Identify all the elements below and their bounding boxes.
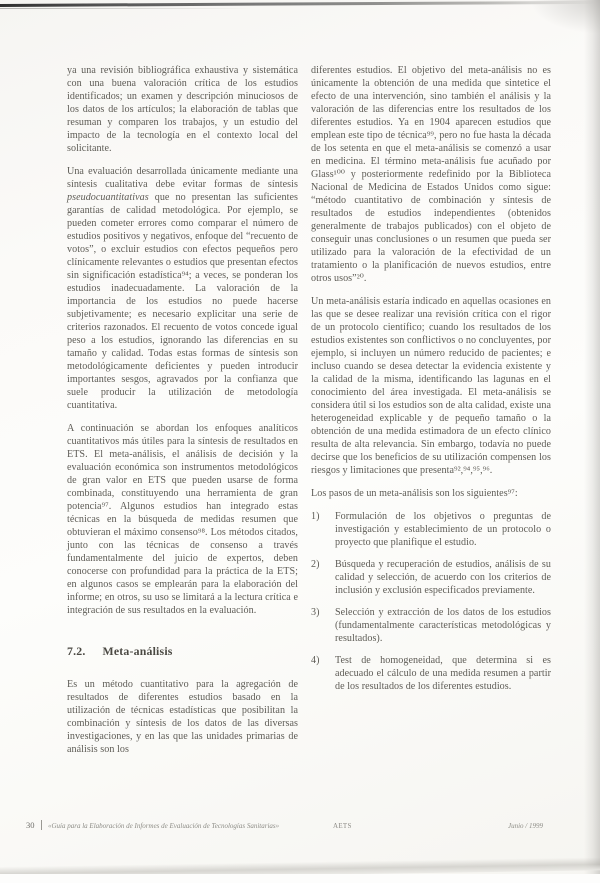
italic-term: pseudocuantitativas	[67, 192, 149, 203]
list-item	[311, 510, 551, 549]
list-item-number: 1)	[311, 511, 320, 522]
section-title: Meta-análisis	[102, 644, 173, 658]
list-item-number: 2)	[311, 559, 320, 570]
list-item	[311, 654, 551, 693]
list-item	[311, 606, 551, 645]
footer-document-title: «Guía para la Elaboración de Informes de Evaluación de Tecnologías Sanitarias»	[48, 822, 280, 830]
footer-divider	[41, 820, 42, 830]
list-item-text: Formulación de los objetivos o preguntas de investigación y establecimiento de un protocolo o proyecto que planifique el estudio.	[335, 511, 551, 548]
paragraph: diferentes estudios. El objetivo del meta-análisis no es únicamente la obtención de una medida que sintetice el efecto de una intervención, sino también el análisis y la valoración de las diferencias entre los resultados de los diferentes estudios. Ya en 1904 aparecen estudios que emplean este tipo de técnica⁹⁹, pero no fue hasta la década de los setenta en que el meta-análisis se comenzó a usar en medicina. El término meta-análisis fue acuñado por Glass¹⁰⁰ y posteriormente redefinido por la Biblioteca Nacional de Medicina de Estados Unidos como sigue: “método cuantitativo de combinación y síntesis de resultados de estudios independientes (obtenidos generalmente de trabajos publicados) con el objeto de conseguir unas conclusiones o un resumen que pueda ser utilizado para la valoración de la efectividad de un tratamiento o la planificación de nuevos estudios, entre otros usos”²⁰.	[311, 65, 551, 284]
list-item-number: 3)	[311, 607, 320, 618]
right-column	[311, 64, 551, 702]
steps-intro: Los pasos de un meta-análisis son los siguientes⁹⁷:	[311, 488, 518, 499]
list-item-number: 4)	[311, 655, 320, 666]
scan-corner-smudge	[530, 0, 600, 34]
meta-analysis-steps-list	[311, 510, 551, 693]
left-column	[67, 64, 298, 766]
paragraph: Un meta-análisis estaría indicado en aquellas ocasiones en las que se desee realizar una revisión crítica con el rigor de un protocolo científico; cuando los resultados de los estudios existentes son conflictivos o no concluyentes, por ejemplo, si incluyen un número reducido de pacientes; e incluso cuando se desea detectar la evidencia existente y la calidad de la misma, identificando las lagunas en el conocimiento del área investigada. El meta-análisis se considera útil si los estudios son de alta calidad, existe una heterogeneidad explicable y de pequeño tamaño o la obtención de una medida estimadora de un efecto clínico resulta de alta relevancia. Sin embargo, todavía no puede decirse que los beneficios de su utilización compensen los riesgos y limitaciones que presenta⁹²,⁹⁴,⁹⁵,⁹⁶.	[311, 296, 551, 476]
scan-right-edge-shadow	[584, 0, 600, 883]
list-item	[311, 558, 551, 597]
footer-organization: AETS	[333, 822, 352, 830]
scan-top-edge-faint-line	[0, 8, 252, 9]
scan-top-edge-line	[0, 1, 600, 7]
paragraph-text: Una evaluación desarrollada únicamente mediante una síntesis cualitativa debe evitar formas de síntesis	[67, 166, 298, 190]
list-item-text: Selección y extracción de los datos de los estudios (fundamentalmente características metodológicas y resultados).	[335, 607, 551, 644]
section-number: 7.2.	[67, 644, 86, 658]
paragraph: Es un método cuantitativo para la agregación de resultados de diferentes estudios basado en la utilización de técnicas estadísticas que posibilitan la combinación y síntesis de los datos de las diversas investigaciones, y en las que las unidades primarias de análisis son los	[67, 679, 298, 755]
page-footer	[0, 820, 600, 838]
list-item-text: Test de homogeneidad, que determina si es adecuado el cálculo de una medida resumen a partir de los resultados de los diferentes estudios.	[335, 655, 551, 692]
paragraph	[67, 165, 298, 412]
paragraph-text: que no presentan las suficientes garantías de calidad metodológica. Por ejemplo, se pueden cometer errores como comparar el número de estudios positivos y negativos, enfoque del “recuento de votos”, o excluir estudios con efectos pequeños pero clínicamente relevantes o estudios que presentan efectos sin significación estadística⁹⁴; a veces, se ponderan los estudios inadecuadamente. La valoración de la importancia de los estudios no puede hacerse subjetivamente; es necesario explicitar una serie de criterios razonados. El recuento de votos concede igual peso a los estudios, ignorando las diferencias en su tamaño y calidad. Todas estas formas de síntesis son metodológicamente deficientes y pueden introducir importantes sesgos, agravados por la confianza que suele producir la utilización de metodología cuantitativa.	[67, 192, 298, 411]
section-heading	[67, 645, 298, 658]
scan-bottom-margin	[0, 874, 600, 883]
paragraph: A continuación se abordan los enfoques analíticos cuantitativos más útiles para la síntesis de resultados en ETS. El meta-análisis, el análisis de decisión y la evaluación económica son instrumentos metodológicos de gran valor en ETS que pueden usarse de forma combinada, constituyendo una herramienta de gran potencia⁹⁷. Algunos estudios han integrado estas técnicas en la búsqueda de medidas resumen que obtuvieran el máximo consenso⁹⁸. Los métodos citados, junto con las técnicas de consenso a través fundamentalmente del juicio de expertos, deben conocerse con profundidad para la práctica de la ETS; en algunos casos se emplearán para la elaboración del informe; en otros, su uso se limitará a la lectura crítica e integración de sus resultados en la evaluación.	[67, 423, 298, 616]
page-number: 30	[26, 820, 35, 830]
list-item-text: Búsqueda y recuperación de estudios, análisis de su calidad y selección, de acuerdo con los criterios de inclusión y exclusión especificados previamente.	[335, 559, 551, 596]
footer-date: Junio / 1999	[508, 822, 543, 830]
paragraph: ya una revisión bibliográfica exhaustiva y sistemática con una buena valoración crítica de los estudios identificados; un examen y descripción minuciosos de los datos de los artículos; la elaboración de tablas que resuman y comparen los trabajos, y un estudio del impacto de la tecnología en el contexto local del solicitante.	[67, 65, 298, 154]
